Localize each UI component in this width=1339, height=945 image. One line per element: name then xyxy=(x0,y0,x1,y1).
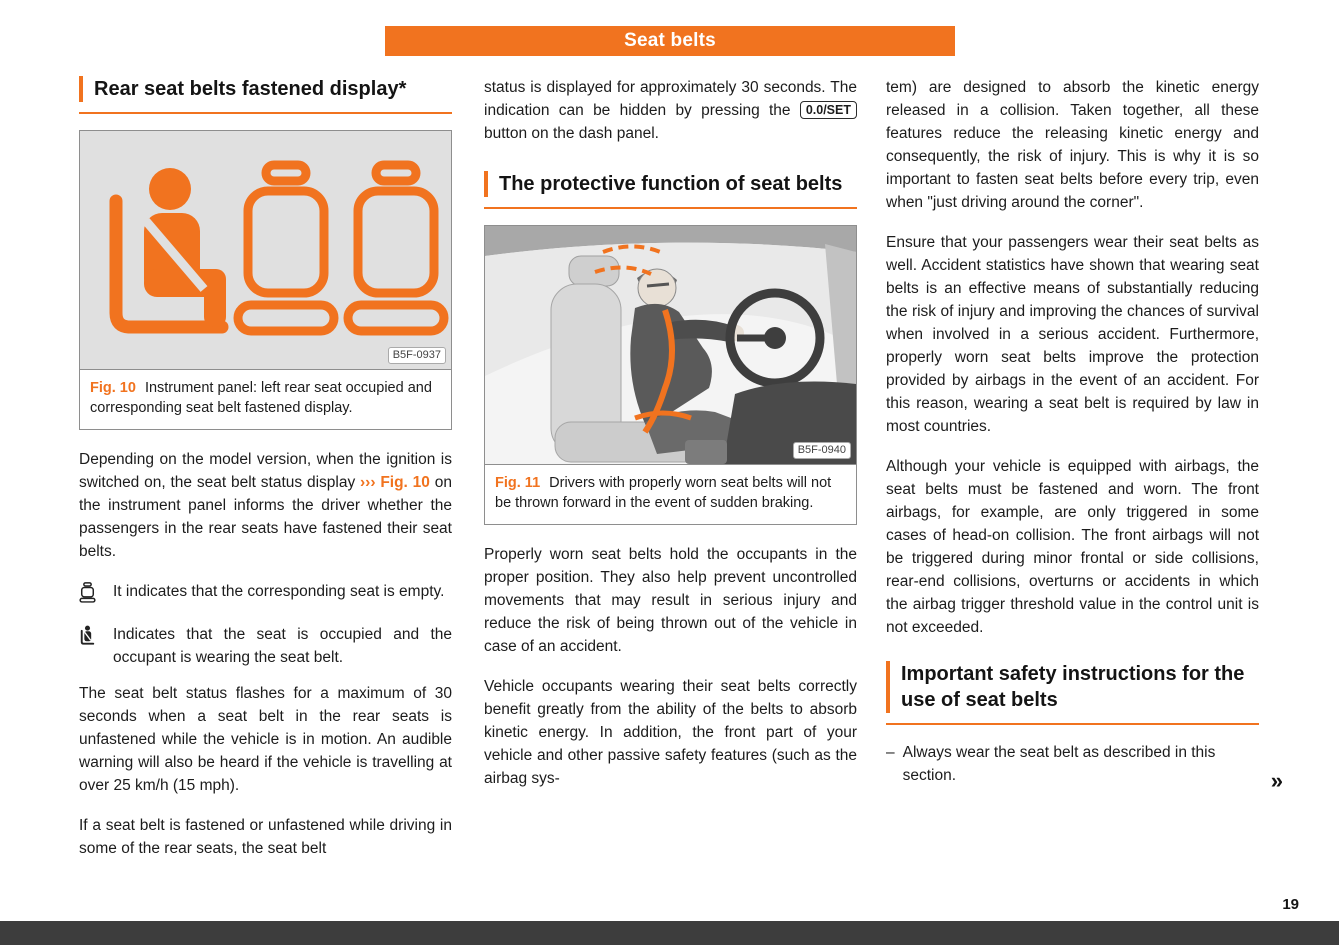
figure-11-caption-text: Drivers with properly worn seat belts will not be thrown forward in the event of sudden braking. xyxy=(495,475,832,511)
seat-belt-status-pictogram xyxy=(80,131,451,369)
figure-reference: ››› Fig. 10 xyxy=(360,474,430,491)
chapter-title: Seat belts xyxy=(624,30,716,51)
list-item-text: Indicates that the seat is occupied and the occupant is wearing the seat belt. xyxy=(113,626,452,666)
figure-10-caption-text: Instrument panel: left rear seat occupied and corresponding seat belt fastened display. xyxy=(90,380,432,416)
body-paragraph: Ensure that your passengers wear their seat belts as well. Accident statistics have shown that wearing seat belts is an effective means of substantially reducing the risk of injury and improving the chances of survival when involved in a serious accident. Furthermore, properly worn seat belts improve the protection provided by airbags in the event of an accident. For this reason, wearing a seat belt is required by law in most countries. xyxy=(886,234,1259,435)
list-item xyxy=(79,623,452,669)
list-item xyxy=(79,580,452,610)
section-heading-block xyxy=(79,76,452,114)
paragraph-text: on the instrument panel informs the driver whether the passengers in the rear seats have fastened their seat belts. xyxy=(79,474,452,560)
section-heading-protective-function: The protective function of seat belts xyxy=(484,171,857,197)
paragraph-text: button on the dash panel. xyxy=(484,125,659,142)
figure-10-code: B5F-0937 xyxy=(388,347,446,364)
figure-11-code: B5F-0940 xyxy=(793,442,851,459)
body-paragraph: Although your vehicle is equipped with airbags, the seat belts must be fastened and worn. The front airbags, for example, are only triggered in some cases of head-on collision. The front airbags will not be triggered during minor frontal or side collisions, rear-end collisions, overturns or accidents in which the airbag trigger threshold value in the control unit is not exceeded. xyxy=(886,458,1259,636)
column-right xyxy=(886,76,1283,793)
driver-with-seat-belt-illustration xyxy=(485,226,856,464)
bullet-text: Always wear the seat belt as described in this section. xyxy=(902,744,1216,784)
seat-empty-icon xyxy=(79,580,99,610)
figure-11-image xyxy=(485,226,856,464)
set-button-symbol: 0.0/SET xyxy=(800,101,857,119)
figure-10-image xyxy=(80,131,451,369)
figure-11 xyxy=(484,225,857,525)
body-paragraph: The seat belt status flashes for a maximum of 30 seconds when a seat belt in the rear seats is unfastened while the vehicle is in motion. An audible warning will also be heard if the vehicle is travelling at over 25 km/h (15 mph). xyxy=(79,685,452,794)
paragraph-text: status is displayed for approximately 30 seconds. The indication can be hidden by pressing the xyxy=(484,79,857,119)
body-paragraph xyxy=(79,448,452,563)
body-paragraph xyxy=(484,76,857,145)
figure-10-label: Fig. 10 xyxy=(90,380,136,396)
chapter-header-bar xyxy=(385,26,955,56)
seat-occupied-belt-icon xyxy=(79,623,99,669)
page-number: 19 xyxy=(1282,896,1299,913)
figure-11-label: Fig. 11 xyxy=(495,475,541,491)
list-item-text: It indicates that the corresponding seat is empty. xyxy=(113,583,445,600)
page-continuation-mark: » xyxy=(1270,768,1283,793)
footer-bar xyxy=(0,921,1339,945)
section-heading-rear-seat-belts: Rear seat belts fastened display* xyxy=(79,76,452,102)
column-middle xyxy=(484,76,857,807)
figure-10-caption xyxy=(80,369,451,429)
section-heading-block xyxy=(886,661,1259,725)
body-paragraph: Vehicle occupants wearing their seat belts correctly benefit greatly from the ability of the belts to absorb kinetic energy. In addition, the front part of your vehicle and other passive safety features (such as the airbag sys- xyxy=(484,678,857,787)
figure-11-caption xyxy=(485,464,856,524)
figure-10 xyxy=(79,130,452,430)
body-paragraph: Properly worn seat belts hold the occupants in the proper position. They also help prevent uncontrolled movements that may result in serious injury and reduce the risk of being thrown out of the vehicle in case of an accident. xyxy=(484,546,857,655)
body-paragraph: tem) are designed to absorb the kinetic energy released in a collision. Taken together, all these features reduce the releasing kinetic energy and consequently, the risk of injury. This is why it is so important to fasten seat belts before every trip, even when "just driving around the corner". xyxy=(886,79,1259,211)
bullet-dash: – xyxy=(886,744,895,761)
section-heading-safety-instructions: Important safety instructions for the use of seat belts xyxy=(886,661,1259,713)
section-heading-block xyxy=(484,171,857,209)
body-paragraph: If a seat belt is fastened or unfastened while driving in some of the rear seats, the seat belt xyxy=(79,817,452,857)
instruction-bullet xyxy=(886,741,1283,793)
column-left xyxy=(79,76,452,877)
status-symbol-list xyxy=(79,580,452,669)
paragraph-text: Depending on the model version, when the ignition is switched on, the seat belt status display xyxy=(79,451,452,491)
